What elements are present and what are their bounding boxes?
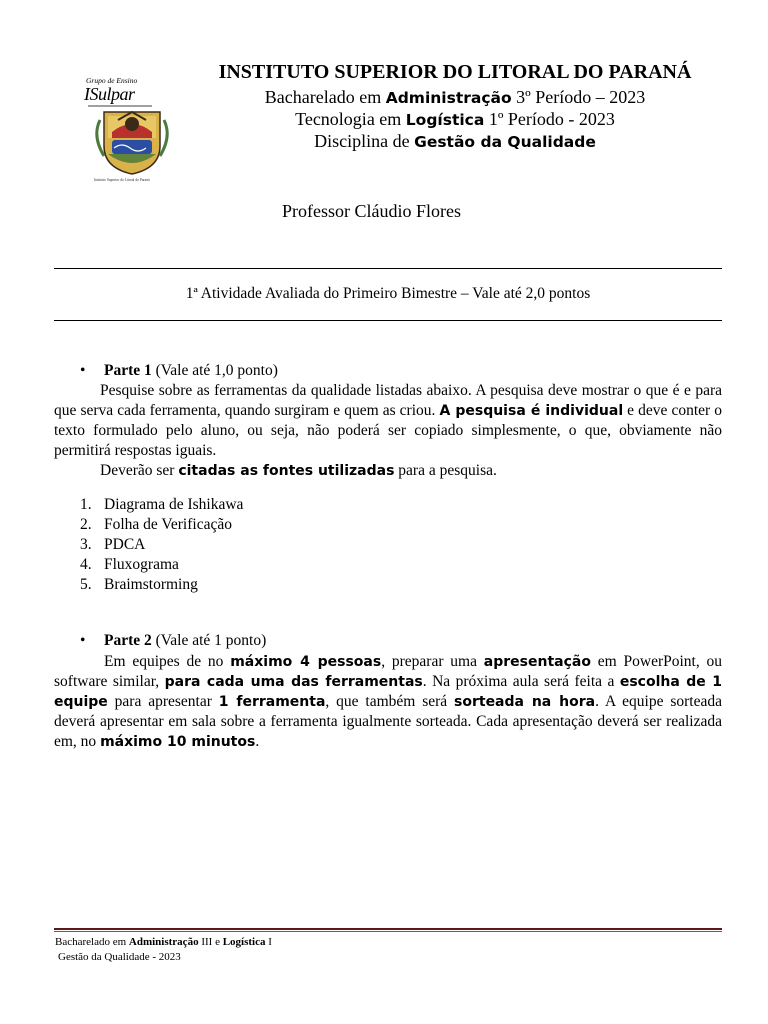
crest-icon <box>82 76 178 176</box>
bold-run: sorteada na hora <box>454 694 596 710</box>
bold-run: máximo 4 pessoas <box>230 654 382 670</box>
discipline-name: Gestão da Qualidade <box>414 133 596 151</box>
part2-heading <box>80 631 266 651</box>
part2-paragraph <box>54 652 722 752</box>
line-text: Bacharelado em <box>264 87 386 107</box>
part2-value: (Vale até 1 ponto) <box>151 632 267 649</box>
bullet-icon: • <box>80 362 86 379</box>
bold-run: escolha de 1 equipe <box>54 674 723 710</box>
part1-value: (Vale até 1,0 ponto) <box>151 362 278 379</box>
list-item <box>80 575 243 595</box>
list-item <box>80 495 243 515</box>
footer-discipline: Gestão da Qualidade - 2023 <box>58 951 181 963</box>
footer-courses <box>55 935 272 949</box>
bold-run: citadas as fontes utilizadas <box>178 463 395 479</box>
course-name: Administração <box>385 89 512 107</box>
list-item <box>80 515 243 535</box>
bold-run: A pesquisa é individual <box>439 403 624 419</box>
discipline-line <box>205 131 705 153</box>
text-run: , que também será <box>325 693 455 710</box>
footer-rule-red <box>54 931 722 932</box>
line-text: Tecnologia em <box>295 109 406 129</box>
list-label: Fluxograma <box>104 556 179 573</box>
part1-sources-paragraph <box>54 461 722 481</box>
list-number: 4. <box>80 556 92 573</box>
institute-logo <box>82 76 178 184</box>
text-run: , preparar uma <box>381 653 484 670</box>
part2-title: Parte 2 <box>104 632 152 649</box>
text-run: em PowerPoint, ou software similar, <box>54 653 723 690</box>
list-number: 2. <box>80 516 92 533</box>
activity-title: 1ª Atividade Avaliada do Primeiro Bimestre – Vale até 2,0 pontos <box>185 285 591 302</box>
text-run: para a pesquisa. <box>394 462 497 479</box>
list-label: PDCA <box>104 536 146 553</box>
bold-run: para cada uma das ferramentas <box>164 674 423 690</box>
divider-bottom <box>54 320 722 321</box>
divider-top <box>54 268 722 269</box>
institution-title: INSTITUTO SUPERIOR DO LITORAL DO PARANÁ <box>218 61 692 83</box>
course-line-logistics <box>205 109 705 131</box>
text-run: . <box>255 733 260 750</box>
part1-title: Parte 1 <box>104 362 152 379</box>
list-item <box>80 555 243 575</box>
logo-foot-text: Instituto Superior do Litoral do Paraná <box>94 178 150 182</box>
document-header <box>205 60 705 153</box>
footer-rule-dark <box>54 928 722 930</box>
bold-run: máximo 10 minutos <box>100 734 256 750</box>
text-run: Pesquise sobre as ferramentas da qualidade listadas abaixo. A pesquisa deve mostrar o que é e para que serva cada ferramenta, quando surgiram e quem as criou. <box>54 382 722 419</box>
bold-run: Logística <box>222 936 266 948</box>
text-run: . A equipe sorteada deverá apresentar em sala sobre a ferramenta igualmente sorteada. Cada apresentação deverá ser realizada em, no <box>54 693 722 750</box>
line-text: 1º Período - 2023 <box>484 109 615 129</box>
logo-top-text: Grupo de Ensino <box>86 76 138 85</box>
text-run: Bacharelado em <box>55 936 129 948</box>
list-label: Folha de Verificação <box>104 516 232 533</box>
list-label: Braimstorming <box>104 576 198 593</box>
text-run: III e <box>198 936 223 948</box>
logo-wordmark: ISulpar <box>84 84 135 104</box>
list-label: Diagrama de Ishikawa <box>104 496 244 513</box>
text-run: Em equipes de no <box>104 653 231 670</box>
bullet-icon: • <box>80 632 86 649</box>
list-number: 3. <box>80 536 92 553</box>
list-number: 5. <box>80 576 92 593</box>
list-number: 1. <box>80 496 92 513</box>
text-run: . Na próxima aula será feita a <box>422 673 620 690</box>
bold-run: 1 ferramenta <box>218 694 326 710</box>
text-run: e deve conter o texto formulado pelo aluno, ou seja, não poderá ser copiado simplesmente, o que, obviamente não permitirá respostas iguais. <box>54 402 722 459</box>
line-text: Disciplina de <box>314 131 415 151</box>
bold-run: apresentação <box>483 654 591 670</box>
bold-run: Administração <box>128 936 199 948</box>
list-item <box>80 535 243 555</box>
part1-heading <box>80 361 278 381</box>
professor-name: Professor Cláudio Flores <box>282 201 461 221</box>
tools-list <box>80 495 243 595</box>
text-run: I <box>265 936 272 948</box>
course-name: Logística <box>405 111 485 129</box>
line-text: 3º Período – 2023 <box>511 87 646 107</box>
course-line-administration <box>205 87 705 109</box>
text-run: para apresentar <box>107 693 219 710</box>
text-run: Deverão ser <box>100 462 179 479</box>
part1-paragraph <box>54 381 722 461</box>
